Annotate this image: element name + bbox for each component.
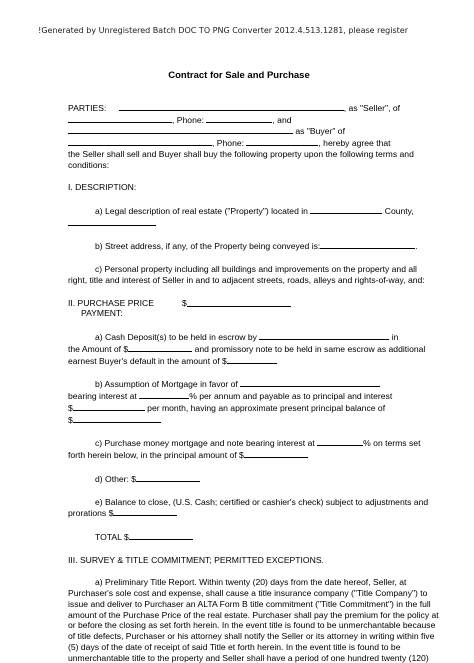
other-amount-field[interactable]: [136, 473, 200, 482]
survey-heading: III. SURVEY & TITLE COMMITMENT; PERMITTED EXCEPTIONS.: [68, 554, 324, 565]
watermark-text: !Generated by Unregistered Batch DOC TO PNG Converter 2012.4.513.1281, please register: [38, 26, 408, 35]
parties-section: PARTIES: , as "Seller", of , Phone: , and as "Buyer" of , Phone: , hereby agree that the Seller shall sell and Buyer shall buy the following property upon the following terms and conditions:: [68, 102, 414, 170]
location-field[interactable]: [310, 205, 382, 214]
description-item-c: c) Personal property including all buildings and improvements on the property and all right, title and interest of Seller in and to adjacent streets, roads, alleys and rights-of-way, and:: [68, 264, 425, 285]
payment-item-b: b) Assumption of Mortgage in favor of bearing interest at % per annum and payable as to principal and interest $ per month, having an approximate present principal balance of $: [68, 379, 393, 425]
mortgage-interest-field[interactable]: [139, 390, 189, 399]
survey-line: issue and deliver to Purchaser an ALTA Form B title commitment ("Title Commitment") in the full: [68, 598, 431, 609]
description-item-a: a) Legal description of real estate ("Property") located in County,: [68, 205, 410, 228]
deposit-amount-field[interactable]: [128, 343, 192, 352]
payment-item-a: a) Cash Deposit(s) to be held in escrow by in the Amount of $ and promissory note to be held in same escrow as additional earnest Buyer's default in the amount of $: [68, 332, 426, 366]
seller-phone-field[interactable]: [206, 114, 272, 123]
seller-address-field[interactable]: [68, 114, 172, 123]
purchase-price-field[interactable]: [187, 298, 291, 307]
description-item-b: b) Street address, if any, of the Property being conveyed is: .: [95, 241, 418, 252]
balance-amount-field[interactable]: [113, 507, 177, 516]
parties-label: PARTIES:: [68, 102, 107, 113]
buyer-name-field[interactable]: [68, 125, 293, 134]
seller-name-field[interactable]: [119, 102, 344, 111]
principal-balance-field[interactable]: [73, 414, 161, 423]
description-heading: I. DESCRIPTION:: [68, 182, 137, 193]
payment-item-e: e) Balance to close, (U.S. Cash; certified or cashier's check) subject to adjustments and prorations $: [68, 496, 429, 519]
survey-line: of title defects, Purchaser or his attorney shall notify the Seller or its attorney in writing within five: [68, 631, 435, 642]
mortgage-holder-field[interactable]: [240, 378, 380, 387]
pm-principal-field[interactable]: [244, 449, 308, 458]
survey-line: a) Preliminary Title Report. Within twenty (20) days from the date hereof, Seller, at: [95, 577, 407, 588]
legal-description-field[interactable]: [68, 217, 156, 226]
total-amount-field[interactable]: [129, 531, 193, 540]
survey-line: (5) days of the date of receipt of said Title et forth herein. In the event title is found to be: [68, 641, 401, 652]
survey-line: Purchaser's sole cost and expense, shall cause a title insurance company ("Title Company") to: [68, 588, 428, 599]
contract-page: [68, 70, 439, 663]
monthly-payment-field[interactable]: [73, 402, 145, 411]
pm-interest-field[interactable]: [317, 437, 363, 446]
street-address-field[interactable]: [320, 240, 415, 249]
buyer-address-field[interactable]: [68, 137, 212, 146]
survey-line: unmerchantable title to the property and Seller shall have a period of one hundred twenty (120): [68, 652, 429, 663]
seller-suffix: , as "Seller", of: [343, 102, 401, 113]
payment-item-d: d) Other: $: [68, 473, 410, 485]
page-title: Contract for Sale and Purchase: [168, 70, 310, 81]
payment-item-c: c) Purchase money mortgage and note bearing interest at % on terms set forth herein below, in the principal amount of $: [68, 438, 421, 461]
total-row: TOTAL $: [68, 531, 410, 543]
earnest-amount-field[interactable]: [227, 355, 277, 364]
purchase-price-heading: II. PURCHASE PRICE $ PAYMENT:: [68, 298, 410, 319]
survey-line: amount of the Purchase Price of the real estate. Purchaser shall pay the premium for the policy at: [68, 609, 439, 620]
buyer-phone-field[interactable]: [246, 137, 318, 146]
survey-line: or before the closing as set forth herein. In the event title is found to be unmerchantable because: [68, 620, 436, 631]
survey-item-a: [68, 577, 439, 663]
escrow-agent-field[interactable]: [259, 331, 389, 340]
